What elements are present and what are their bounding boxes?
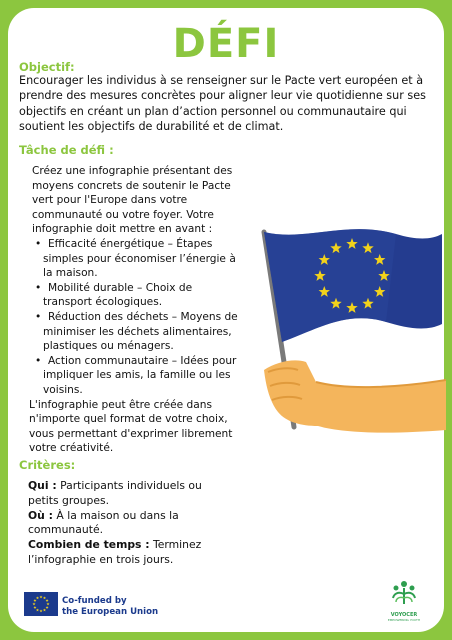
- task-heading: Tâche de défi :: [19, 143, 114, 157]
- objective-line: prendre des mesures concrètes pour aligner leur vie quotidienne sur ses: [19, 89, 426, 103]
- voyocer-logo: [384, 578, 424, 624]
- eu-funding-text: Co-funded by the European Union: [62, 596, 159, 617]
- criteria-who: Qui : Participants individuels ou: [28, 479, 202, 492]
- task-intro-line: communauté ou votre foyer. Votre: [32, 208, 214, 221]
- bullet-item: • Réduction des déchets – Moyens de: [35, 310, 238, 323]
- task-intro-line: Créez une infographie présentant des: [32, 165, 233, 177]
- eu-logo: [24, 592, 58, 620]
- voyocer-tagline: EMPOWERING YOUTH: [387, 618, 421, 622]
- bullet-line: la maison.: [43, 267, 98, 280]
- criteria-time: Combien de temps : Terminez: [28, 538, 202, 552]
- task-body: [29, 164, 238, 456]
- criteria-heading: Critères:: [19, 458, 76, 472]
- task-outro-line: L'infographie peut être créée dans: [29, 398, 212, 411]
- task-outro-line: vous permettant d'exprimer librement: [29, 427, 233, 440]
- page-title: DÉFI: [172, 21, 280, 67]
- objective-line: objectifs en créant un plan d’action personnel ou communautaire qui: [19, 104, 407, 118]
- task-outro-line: votre créativité.: [29, 442, 114, 455]
- criteria-line: petits groupes.: [28, 493, 110, 507]
- bullet-item: • Efficacité énergétique – Étapes: [35, 237, 213, 250]
- bullet-line: impliquer les amis, la famille ou les: [43, 369, 231, 382]
- voyocer-sprout-icon: [384, 578, 424, 608]
- task-intro-line: moyens concrets de soutenir le Pacte: [32, 179, 231, 192]
- eu-flag-icon: [246, 212, 446, 452]
- bullet-line: plastiques ou ménagers.: [43, 340, 174, 353]
- objective-text: [19, 73, 426, 135]
- bullet-line: minimiser les déchets alimentaires,: [43, 325, 232, 338]
- voyocer-name: VOYOCER: [390, 612, 418, 618]
- bullet-line: voisins.: [43, 383, 83, 396]
- criteria-line: communauté.: [28, 523, 104, 537]
- bullet-line: transport écologiques.: [43, 296, 163, 309]
- task-intro-line: infographie doit mettre en avant :: [32, 223, 213, 236]
- objective-line: Encourager les individus à se renseigner sur le Pacte vert européen et à: [19, 74, 424, 87]
- bullet-item: • Action communautaire – Idées pour: [35, 354, 237, 367]
- task-outro-line: n'importe quel format de votre choix,: [29, 413, 228, 426]
- criteria-body: [28, 479, 202, 568]
- objective-line: soutient les objectifs de durabilité et de climat.: [19, 120, 284, 134]
- eu-flag-small-icon: [24, 592, 58, 616]
- objective-heading: Objectif:: [19, 60, 75, 74]
- eu-flag-illustration: [246, 212, 446, 452]
- task-intro-line: vert pour l'Europe dans votre: [32, 194, 188, 207]
- criteria-where: Où : À la maison ou dans la: [28, 508, 179, 522]
- criteria-line: l’infographie en trois jours.: [28, 552, 174, 566]
- bullet-item: • Mobilité durable – Choix de: [35, 281, 193, 294]
- bullet-line: simples pour économiser l’énergie à: [43, 252, 236, 265]
